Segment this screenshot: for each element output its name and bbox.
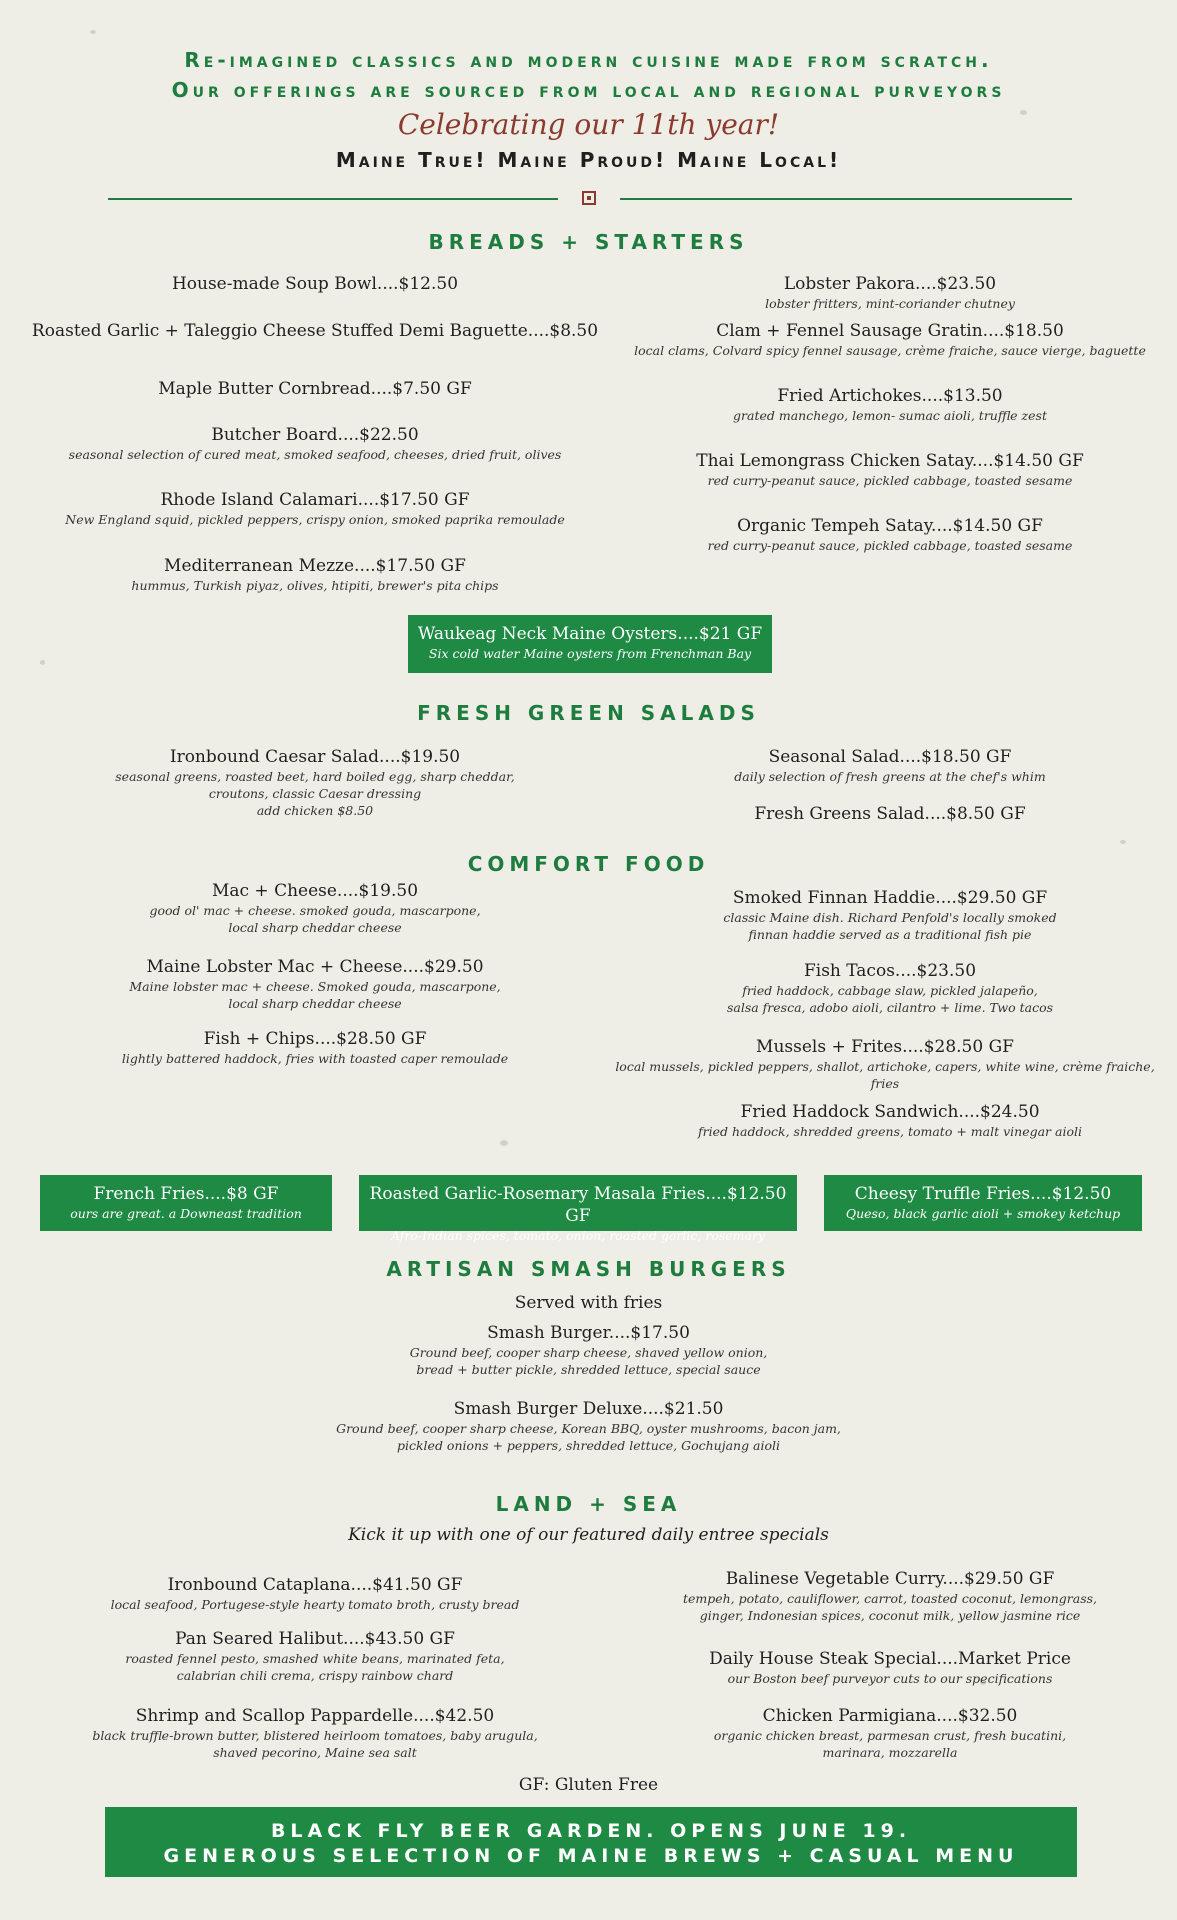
menu-item	[20, 320, 610, 342]
item-description: croutons, classic Caesar dressing	[208, 786, 422, 801]
item-name: Fried Artichokes....$13.50	[777, 386, 1003, 406]
item-name: Shrimp and Scallop Pappardelle....$42.50	[135, 1706, 495, 1726]
menu-item	[40, 746, 590, 819]
beer-garden-banner	[105, 1807, 1077, 1877]
item-description: ours are great. a Downeast tradition	[70, 1206, 302, 1221]
item-name: Thai Lemongrass Chicken Satay....$14.50 GF	[696, 451, 1084, 471]
fries-box-masala	[359, 1175, 797, 1243]
menu-item	[40, 489, 590, 528]
menu-item	[610, 385, 1170, 424]
item-name: Organic Tempeh Satay....$14.50 GF	[737, 516, 1043, 536]
item-name: Clam + Fennel Sausage Gratin....$18.50	[716, 321, 1064, 341]
menu-item	[40, 956, 590, 1012]
item-description: daily selection of fresh greens at the chef's whim	[734, 769, 1046, 784]
menu-item	[0, 1398, 1177, 1454]
item-name: Waukeag Neck Maine Oysters....$21 GF	[417, 624, 763, 644]
menu-item	[40, 273, 590, 295]
item-description: local sharp cheddar cheese	[228, 920, 402, 935]
item-name: Maine Lobster Mac + Cheese....$29.50	[146, 957, 484, 977]
menu-item	[610, 273, 1170, 312]
menu-item	[610, 320, 1170, 359]
item-description: black truffle-brown butter, blistered heirloom tomatoes, baby arugula,	[92, 1728, 538, 1743]
menu-item	[40, 1028, 590, 1067]
item-name: Roasted Garlic-Rosemary Masala Fries....$12.50 GF	[369, 1184, 787, 1226]
item-description: local seafood, Portugese-style hearty tomato broth, crusty bread	[110, 1597, 520, 1612]
item-name: Fried Haddock Sandwich....$24.50	[740, 1102, 1040, 1122]
paper-texture-speck	[500, 1140, 508, 1146]
item-description: our Boston beef purveyor cuts to our specifications	[727, 1671, 1053, 1686]
banner-line-2: GENEROUS SELECTION OF MAINE BREWS + CASUAL MENU	[163, 1845, 1019, 1867]
item-name: Mediterranean Mezze....$17.50 GF	[164, 556, 466, 576]
section-title-comfort: COMFORT FOOD	[467, 852, 710, 876]
menu-item	[40, 1574, 590, 1613]
item-description: finnan haddie served as a traditional fish pie	[748, 927, 1032, 942]
menu-item	[40, 378, 590, 400]
item-description: local mussels, pickled peppers, shallot, artichoke, capers, white wine, crème fraiche, fries	[615, 1059, 1155, 1091]
item-description: roasted fennel pesto, smashed white beans, marinated feta,	[125, 1651, 505, 1666]
menu-item	[610, 1705, 1170, 1761]
divider-ornament-icon	[582, 191, 596, 205]
item-name: Fish Tacos....$23.50	[803, 961, 977, 981]
section-title-landsea: LAND + SEA	[495, 1492, 682, 1516]
item-name: Maple Butter Cornbread....$7.50 GF	[158, 379, 472, 399]
item-description: lobster fritters, mint-coriander chutney	[765, 296, 1015, 311]
item-description: Six cold water Maine oysters from Frenchman Bay	[428, 646, 752, 661]
item-name: French Fries....$8 GF	[93, 1184, 279, 1204]
item-description: bread + butter pickle, shredded lettuce, special sauce	[416, 1362, 761, 1377]
item-description: marinara, mozzarella	[822, 1745, 958, 1760]
item-description: local clams, Colvard spicy fennel sausage, crème fraiche, sauce vierge, baguette	[634, 343, 1146, 358]
item-name: Pan Seared Halibut....$43.50 GF	[175, 1629, 455, 1649]
item-name: Ironbound Cataplana....$41.50 GF	[167, 1575, 463, 1595]
item-description: pickled onions + peppers, shredded lettuce, Gochujang aioli	[396, 1438, 781, 1453]
gf-legend	[0, 1774, 1177, 1796]
menu-item	[610, 450, 1170, 489]
gluten-free-note: GF: Gluten Free	[518, 1775, 659, 1795]
served-with-fries-text: Served with fries	[514, 1293, 663, 1313]
oyster-feature-box	[408, 615, 772, 673]
item-description: tempeh, potato, cauliflower, carrot, toasted coconut, lemongrass,	[682, 1591, 1098, 1606]
item-description: seasonal greens, roasted beet, hard boiled egg, sharp cheddar,	[115, 769, 515, 784]
menu-item	[40, 424, 590, 463]
menu-item	[610, 1648, 1170, 1687]
paper-texture-speck	[90, 30, 96, 34]
item-name: Smoked Finnan Haddie....$29.50 GF	[732, 888, 1048, 908]
item-description: Ground beef, cooper sharp cheese, Korean BBQ, oyster mushrooms, bacon jam,	[336, 1421, 841, 1436]
item-description: seasonal selection of cured meat, smoked seafood, cheeses, dried fruit, olives	[68, 447, 562, 462]
item-description: lightly battered haddock, fries with toasted caper remoulade	[121, 1051, 509, 1066]
item-description: New England squid, pickled peppers, crispy onion, smoked paprika remoulade	[65, 512, 565, 527]
section-title-breads: BREADS + STARTERS	[428, 230, 749, 254]
menu-item	[610, 1101, 1170, 1140]
anniversary-tagline: Celebrating our 11th year!	[397, 108, 780, 141]
menu-item	[40, 880, 590, 936]
daily-specials-note: Kick it up with one of our featured daily entree specials	[348, 1525, 829, 1545]
item-name: Mac + Cheese....$19.50	[211, 881, 419, 901]
item-name: Roasted Garlic + Taleggio Cheese Stuffed Demi Baguette....$8.50	[31, 321, 599, 341]
item-name: Rhode Island Calamari....$17.50 GF	[160, 490, 470, 510]
item-name: Butcher Board....$22.50	[211, 425, 419, 445]
item-description: Ground beef, cooper sharp cheese, shaved yellow onion,	[409, 1345, 768, 1360]
item-description: salsa fresca, adobo aioli, cilantro + lime. Two tacos	[726, 1000, 1054, 1015]
item-name: Mussels + Frites....$28.50 GF	[756, 1037, 1014, 1057]
item-description: good ol' mac + cheese. smoked gouda, mascarpone,	[149, 903, 481, 918]
intro-line-1: Re-imagined classics and modern cuisine made from scratch.	[184, 48, 993, 72]
section-title-salads: FRESH GREEN SALADS	[417, 701, 760, 725]
paper-texture-speck	[1120, 840, 1126, 844]
menu-item	[40, 1705, 590, 1761]
menu-item	[0, 1322, 1177, 1378]
item-name: Daily House Steak Special....Market Price	[709, 1649, 1071, 1669]
item-description: Maine lobster mac + cheese. Smoked gouda, mascarpone,	[129, 979, 501, 994]
item-description: Afro-Indian spices, tomato, onion, roasted garlic, rosemary	[390, 1228, 766, 1243]
item-description: hummus, Turkish piyaz, olives, htipiti, brewer's pita chips	[131, 578, 499, 593]
item-description: red curry-peanut sauce, pickled cabbage, toasted sesame	[707, 473, 1073, 488]
fries-box-truffle	[824, 1175, 1142, 1231]
item-description: ginger, Indonesian spices, coconut milk, yellow jasmine rice	[699, 1608, 1081, 1623]
item-description: Queso, black garlic aioli + smokey ketchup	[845, 1206, 1121, 1221]
intro-line-2: Our offerings are sourced from local and regional purveyors	[171, 78, 1006, 102]
item-name: Ironbound Caesar Salad....$19.50	[169, 747, 461, 767]
menu-item	[610, 803, 1170, 825]
item-description: grated manchego, lemon- sumac aioli, truffle zest	[733, 408, 1047, 423]
item-name: Fresh Greens Salad....$8.50 GF	[754, 804, 1026, 824]
menu-item	[610, 960, 1170, 1016]
item-description: classic Maine dish. Richard Penfold's locally smoked	[723, 910, 1057, 925]
menu-item	[610, 515, 1170, 554]
item-description: fried haddock, shredded greens, tomato + malt vinegar aioli	[698, 1124, 1082, 1139]
item-name: Smash Burger....$17.50	[487, 1323, 690, 1343]
maine-slogan: Maine True! Maine Proud! Maine Local!	[335, 148, 842, 172]
item-description: red curry-peanut sauce, pickled cabbage, toasted sesame	[707, 538, 1073, 553]
item-name: Fish + Chips....$28.50 GF	[203, 1029, 427, 1049]
section-title-burgers: ARTISAN SMASH BURGERS	[386, 1257, 791, 1281]
item-name: House-made Soup Bowl....$12.50	[171, 274, 459, 294]
burgers-served-note	[0, 1292, 1177, 1314]
item-name: Balinese Vegetable Curry....$29.50 GF	[725, 1569, 1055, 1589]
menu-item	[610, 1568, 1170, 1624]
menu-item	[40, 555, 590, 594]
item-name: Smash Burger Deluxe....$21.50	[453, 1399, 724, 1419]
fries-box-french	[40, 1175, 332, 1231]
item-name: Seasonal Salad....$18.50 GF	[768, 747, 1012, 767]
item-description: organic chicken breast, parmesan crust, fresh bucatini,	[713, 1728, 1067, 1743]
banner-line-1: BLACK FLY BEER GARDEN. OPENS JUNE 19.	[270, 1820, 912, 1842]
item-name: Cheesy Truffle Fries....$12.50	[854, 1184, 1112, 1204]
menu-item	[610, 746, 1170, 785]
item-addon: add chicken $8.50	[256, 803, 374, 818]
divider-left	[108, 198, 558, 200]
item-description: calabrian chili crema, crispy rainbow chard	[176, 1668, 454, 1683]
item-description: local sharp cheddar cheese	[228, 996, 402, 1011]
paper-texture-speck	[40, 660, 45, 665]
item-description: shaved pecorino, Maine sea salt	[213, 1745, 417, 1760]
menu-item	[40, 1628, 590, 1684]
item-name: Chicken Parmigiana....$32.50	[762, 1706, 1018, 1726]
menu-item	[600, 1036, 1170, 1092]
menu-item	[610, 887, 1170, 943]
item-name: Lobster Pakora....$23.50	[783, 274, 997, 294]
item-description: fried haddock, cabbage slaw, pickled jalapeño,	[742, 983, 1038, 998]
divider-right	[620, 198, 1072, 200]
landsea-intro	[0, 1524, 1177, 1546]
